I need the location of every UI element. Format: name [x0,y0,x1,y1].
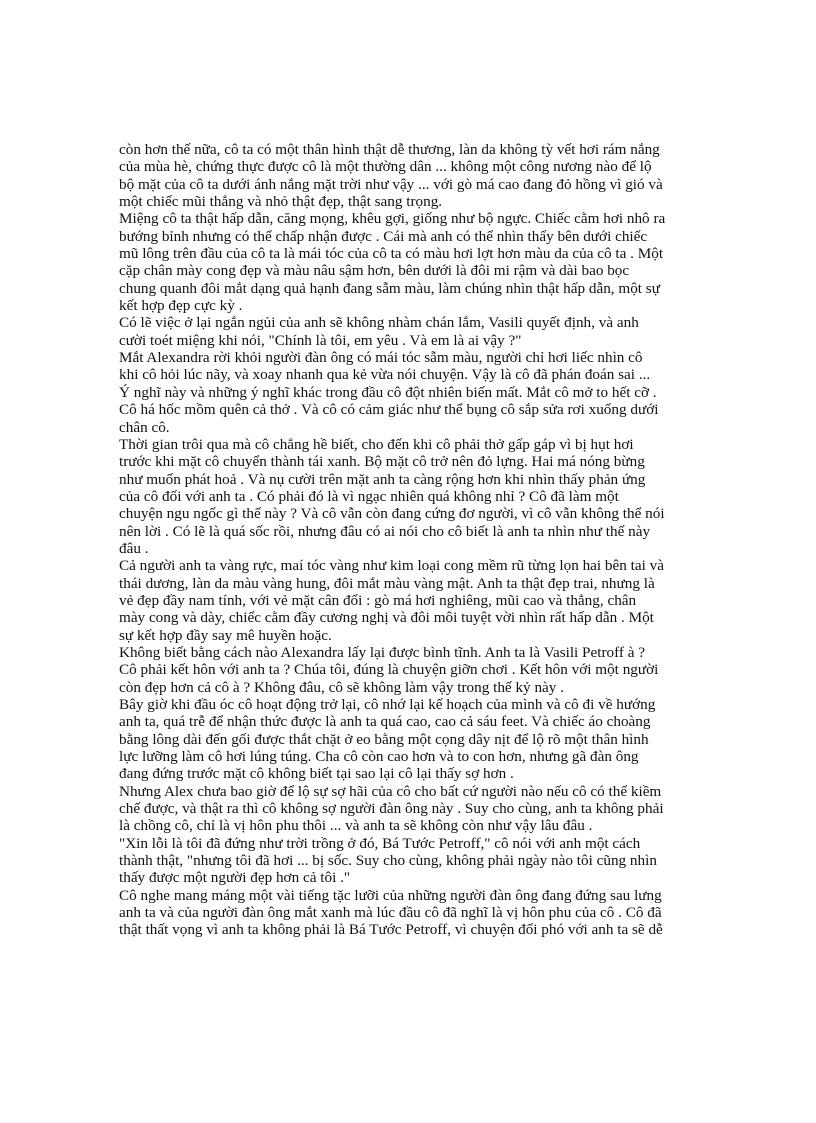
text-line: nên lời . Có lẽ là quá sốc rồi, nhưng đâu có ai nói cho cô biết là anh ta nhìn như thế này [119,522,651,540]
paragraph [119,696,699,783]
text-line: đang đứng trước mặt cô không biết tại sao lại cô lại thấy sợ hơn . [119,765,514,783]
text-line: còn hơn thế nữa, cô ta có một thân hình thật dễ thương, làn da không tỳ vết hơi rám nắng [119,141,660,158]
text-line: Nhưng Alex chưa bao giờ để lộ sự sợ hãi của cô cho bất cứ người nào nếu cô có thể kiềm [119,782,662,800]
text-line: Bây giờ khi đầu óc cô hoạt động trở lại, cô nhớ lại kế hoạch của mình và cô đi về hướng [119,696,656,713]
text-line: sự kết hợp đầy say mê huyền hoặc. [119,626,332,644]
text-line: anh ta, quá trễ để nhận thức được là anh ta quá cao, cao cả sáu feet. Và chiếc áo choàng [119,713,651,731]
text-line: thành thật, "nhưng tôi đã hơi ... bị sốc. Suy cho cùng, không phải ngày nào tôi cũng nhìn [119,852,657,870]
document-body [119,141,699,939]
text-line: của mùa hè, chứng thực được cô là một thường dân ... không một công nương nào để lộ [119,158,652,176]
text-line: bướng bỉnh nhưng có thể chấp nhận được . Cái mà anh có thể nhìn thấy bên dưới chiếc [119,227,648,245]
text-line: bằng lông dài đến gối được thắt chặt ở eo bằng một cọng dây nịt để lộ rõ một thân hình [119,730,649,748]
text-line: Ý nghĩ này và những ý nghĩ khác trong đầu cô đột nhiên biến mất. Mắt cô mở to hết cỡ . [119,383,657,401]
text-line: kết hợp đẹp cực kỳ . [119,297,243,315]
text-line: lực lưỡng làm cô hơi lúng túng. Cha cô còn cao hơn và to con hơn, nhưng gã đàn ông [119,748,639,766]
text-line: mũ lông trên đầu của cô ta là mái tóc của cô ta có màu hơi lợt hơn màu da của cô ta . Một [119,245,664,263]
text-line: Cả người anh ta vàng rực, maí tóc vàng như kim loại cong mềm rũ từng lọn hai bên tai và [119,557,664,575]
text-line: chân cô. [119,418,170,436]
text-line: Thời gian trôi qua mà cô chẳng hề biết, cho đến khi cô phải thở gấp gáp vì bị hụt hơi [119,435,634,453]
text-line: còn đẹp hơn cả cô à ? Không đâu, cô sẽ không làm vậy trong thế kỷ này . [119,678,564,696]
paragraph [119,210,699,314]
text-line: một chiếc mũi thẳng và nhỏ thật đẹp, thật sang trọng. [119,193,443,211]
text-line: khi cô hỏi lúc nãy, và xoay nhanh qua kẻ vừa nói chuyện. Vậy là cô đã phán đoán sai ... [119,366,651,384]
text-line: bộ mặt của cô ta dưới ánh nắng mặt trời như vậy ... với gò má cao đang đỏ hồng vì gió và [119,175,663,193]
text-line: mày cong và dày, chiếc cằm đầy cương nghị và đôi môi tuyệt vời nhìn rất hấp dẫn . Một [119,609,654,627]
paragraph [119,557,699,644]
text-line: chuyện ngu ngốc gì thế này ? Và cô vẫn còn đang cứng đơ người, vì cô vẫn không thể nói [119,505,665,523]
paragraph [119,887,699,939]
text-line: cặp chân mày cong đẹp và màu nâu sậm hơn, bên dưới là đôi mi rậm và dài bao bọc [119,262,630,280]
text-line: chung quanh đôi mắt dạng quả hạnh đang sẫm màu, làm chúng nhìn thật hấp dẫn, một sự [119,279,660,297]
text-line: Có lẽ việc ở lại ngắn ngủi của anh sẽ không nhàm chán lắm, Vasili quyết định, và anh [119,314,639,332]
text-line: cười toét miệng khi nói, "Chính là tôi, em yêu . Và em là ai vậy ?" [119,331,522,349]
text-line: Cô há hốc mồm quên cả thở . Và cô có cảm giác như thể bụng cô sắp sửa rơi xuống dưới [119,401,659,419]
text-line: Mắt Alexandra rời khỏi người đàn ông có mái tóc sẫm màu, người chỉ hơi liếc nhìn cô [119,349,643,367]
text-line: Cô phải kết hôn với anh ta ? Chúa tôi, đúng là chuyện giỡn chơi . Kết hôn với một người [119,661,659,679]
text-line: thật thất vọng vì anh ta không phải là Bá Tước Petroff, vì chuyện đối phó với anh ta sẽ dễ [119,921,663,939]
text-line: Không biết bằng cách nào Alexandra lấy lại được bình tĩnh. Anh ta là Vasili Petroff à ? [119,643,646,661]
text-line: thái dương, làn da màu vàng hung, đôi mắt màu vàng mật. Anh ta thật đẹp trai, nhưng là [119,574,655,592]
paragraph [119,436,699,557]
paragraph [119,835,699,887]
paragraph [119,314,699,349]
text-line: trước khi mặt cô chuyển thành tái xanh. Bộ mặt cô trở nên đỏ lựng. Hai má nóng bừng [119,453,645,471]
text-line: như muốn phát hoả . Và nụ cười trên mặt anh ta càng rộng hơn khi nhìn thấy phản ứng [119,470,646,488]
text-line: vẻ đẹp đầy nam tính, với vẻ mặt cân đối : gò má hơi nghiêng, mũi cao và thẳng, chân [119,591,637,609]
text-line: "Xin lỗi là tôi đã đứng như trời trồng ở đó, Bá Tước Petroff," cô nói với anh một cách [119,834,641,852]
text-line: thấy được một người đẹp hơn cả tôi ." [119,869,351,887]
text-line: Cô nghe mang máng một vài tiếng tặc lưỡi của những người đàn ông đang đứng sau lưng [119,886,662,904]
paragraph [119,644,699,696]
paragraph [119,141,699,210]
text-line: của cô đối với anh ta . Có phải đó là vì ngạc nhiên quá không nhỉ ? Cô đã làm một [119,487,619,505]
text-line: anh ta và của người đàn ông mắt xanh mà lúc đầu cô đã nghĩ là vị hôn phu của cô . Cô đã [119,904,662,922]
paragraph [119,349,699,436]
text-line: là chồng cô, chỉ là vị hôn phu thôi ... và anh ta sẽ không còn như vậy lâu đâu . [119,817,593,835]
text-line: chế được, và thật ra thì cô không sợ người đàn ông này . Suy cho cùng, anh ta không phải [119,800,664,818]
text-line: Miệng cô ta thật hấp dẫn, căng mọng, khêu gợi, giống như bộ ngực. Chiếc cằm hơi nhô ra [119,210,666,228]
paragraph [119,783,699,835]
text-line: đâu . [119,539,149,557]
